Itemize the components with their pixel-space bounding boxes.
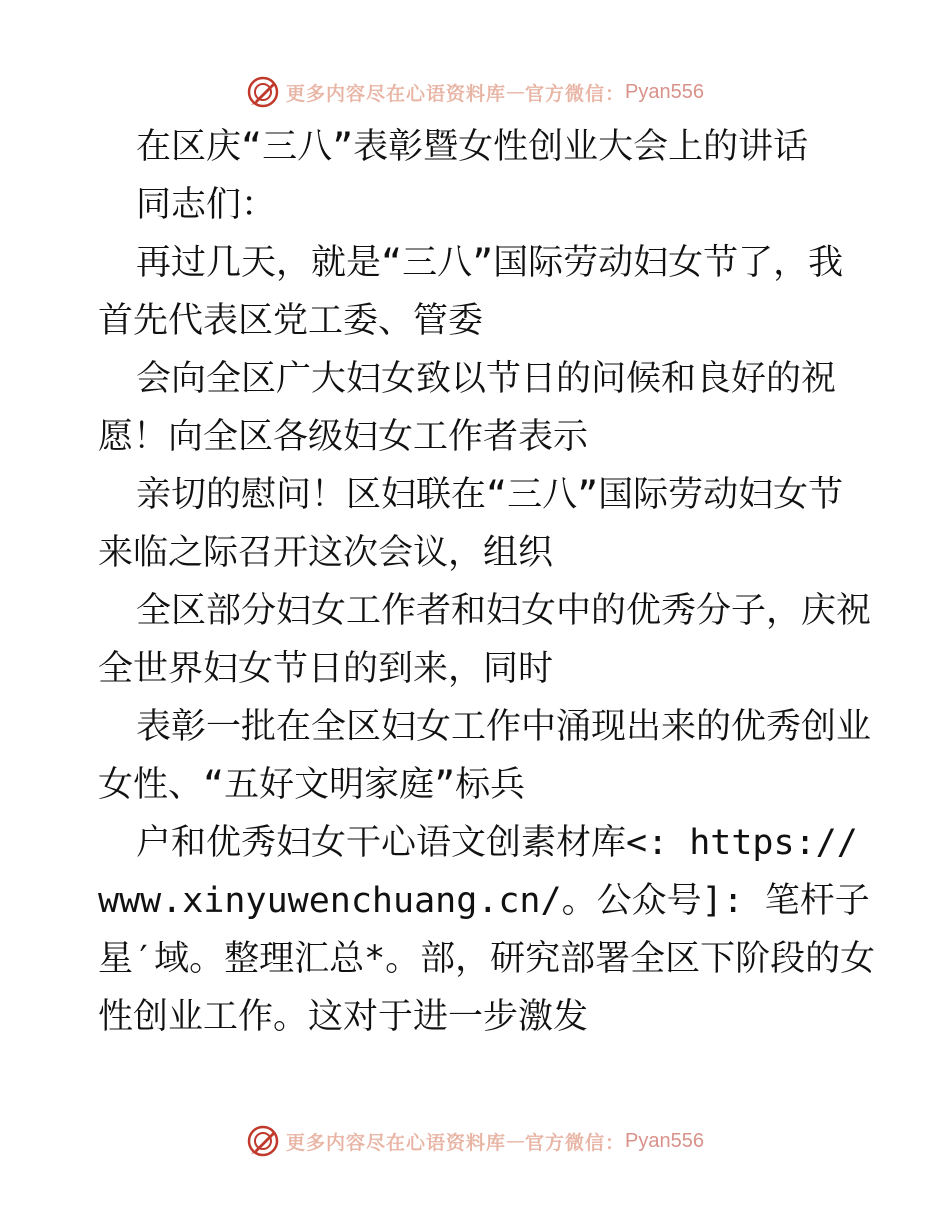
document-title: 在区庆“三八”表彰暨女性创业大会上的讲话 (136, 127, 809, 167)
text-line: 会向全区广大妇女致以节日的问候和良好的祝 (136, 359, 837, 399)
text-line: 女性、“五好文明家庭”标兵 (98, 765, 526, 805)
banner-separator: — (506, 1130, 526, 1152)
banner-wechat-id: Pyan556 (625, 1129, 704, 1152)
banner-wechat-id: Pyan556 (625, 80, 704, 103)
salutation: 同志们： (136, 185, 277, 225)
document-body (98, 118, 876, 1046)
banner-separator: — (506, 81, 526, 103)
banner-slogan: 更多内容尽在心语资料库 (286, 82, 507, 105)
text-line: 愿！向全区各级妇女工作者表示 (98, 417, 589, 457)
text-line: www.xinyuwenchuang.cn/。公众号]: 笔杆子 (98, 881, 870, 921)
text-line: 性创业工作。这对于进一步激发 (98, 997, 589, 1037)
text-line: 亲切的慰问！区妇联在“三八”国际劳动妇女节 (136, 475, 844, 515)
pen-logo-icon (246, 75, 280, 109)
text-line: 全区部分妇女工作者和妇女中的优秀分子，庆祝 (136, 591, 872, 631)
text-line: 首先代表区党工委、管委 (98, 301, 484, 341)
banner-contact-label: 官方微信： (525, 82, 626, 105)
footer-banner (0, 1119, 950, 1163)
text-line: 全世界妇女节日的到来，同时 (98, 649, 554, 689)
text-line: 星′域。整理汇总*。部，研究部署全区下阶段的女 (98, 939, 876, 979)
header-banner (0, 70, 950, 114)
text-line: 再过几天，就是“三八”国际劳动妇女节了，我 (136, 243, 844, 283)
text-line: 表彰一批在全区妇女工作中涌现出来的优秀创业 (136, 707, 872, 747)
banner-slogan: 更多内容尽在心语资料库 (286, 1131, 507, 1154)
text-line: 来临之际召开这次会议，组织 (98, 533, 554, 573)
pen-logo-icon (246, 1124, 280, 1158)
banner-contact-label: 官方微信： (525, 1131, 626, 1154)
text-line: 户和优秀妇女干心语文创素材库<: https:// (136, 823, 858, 863)
